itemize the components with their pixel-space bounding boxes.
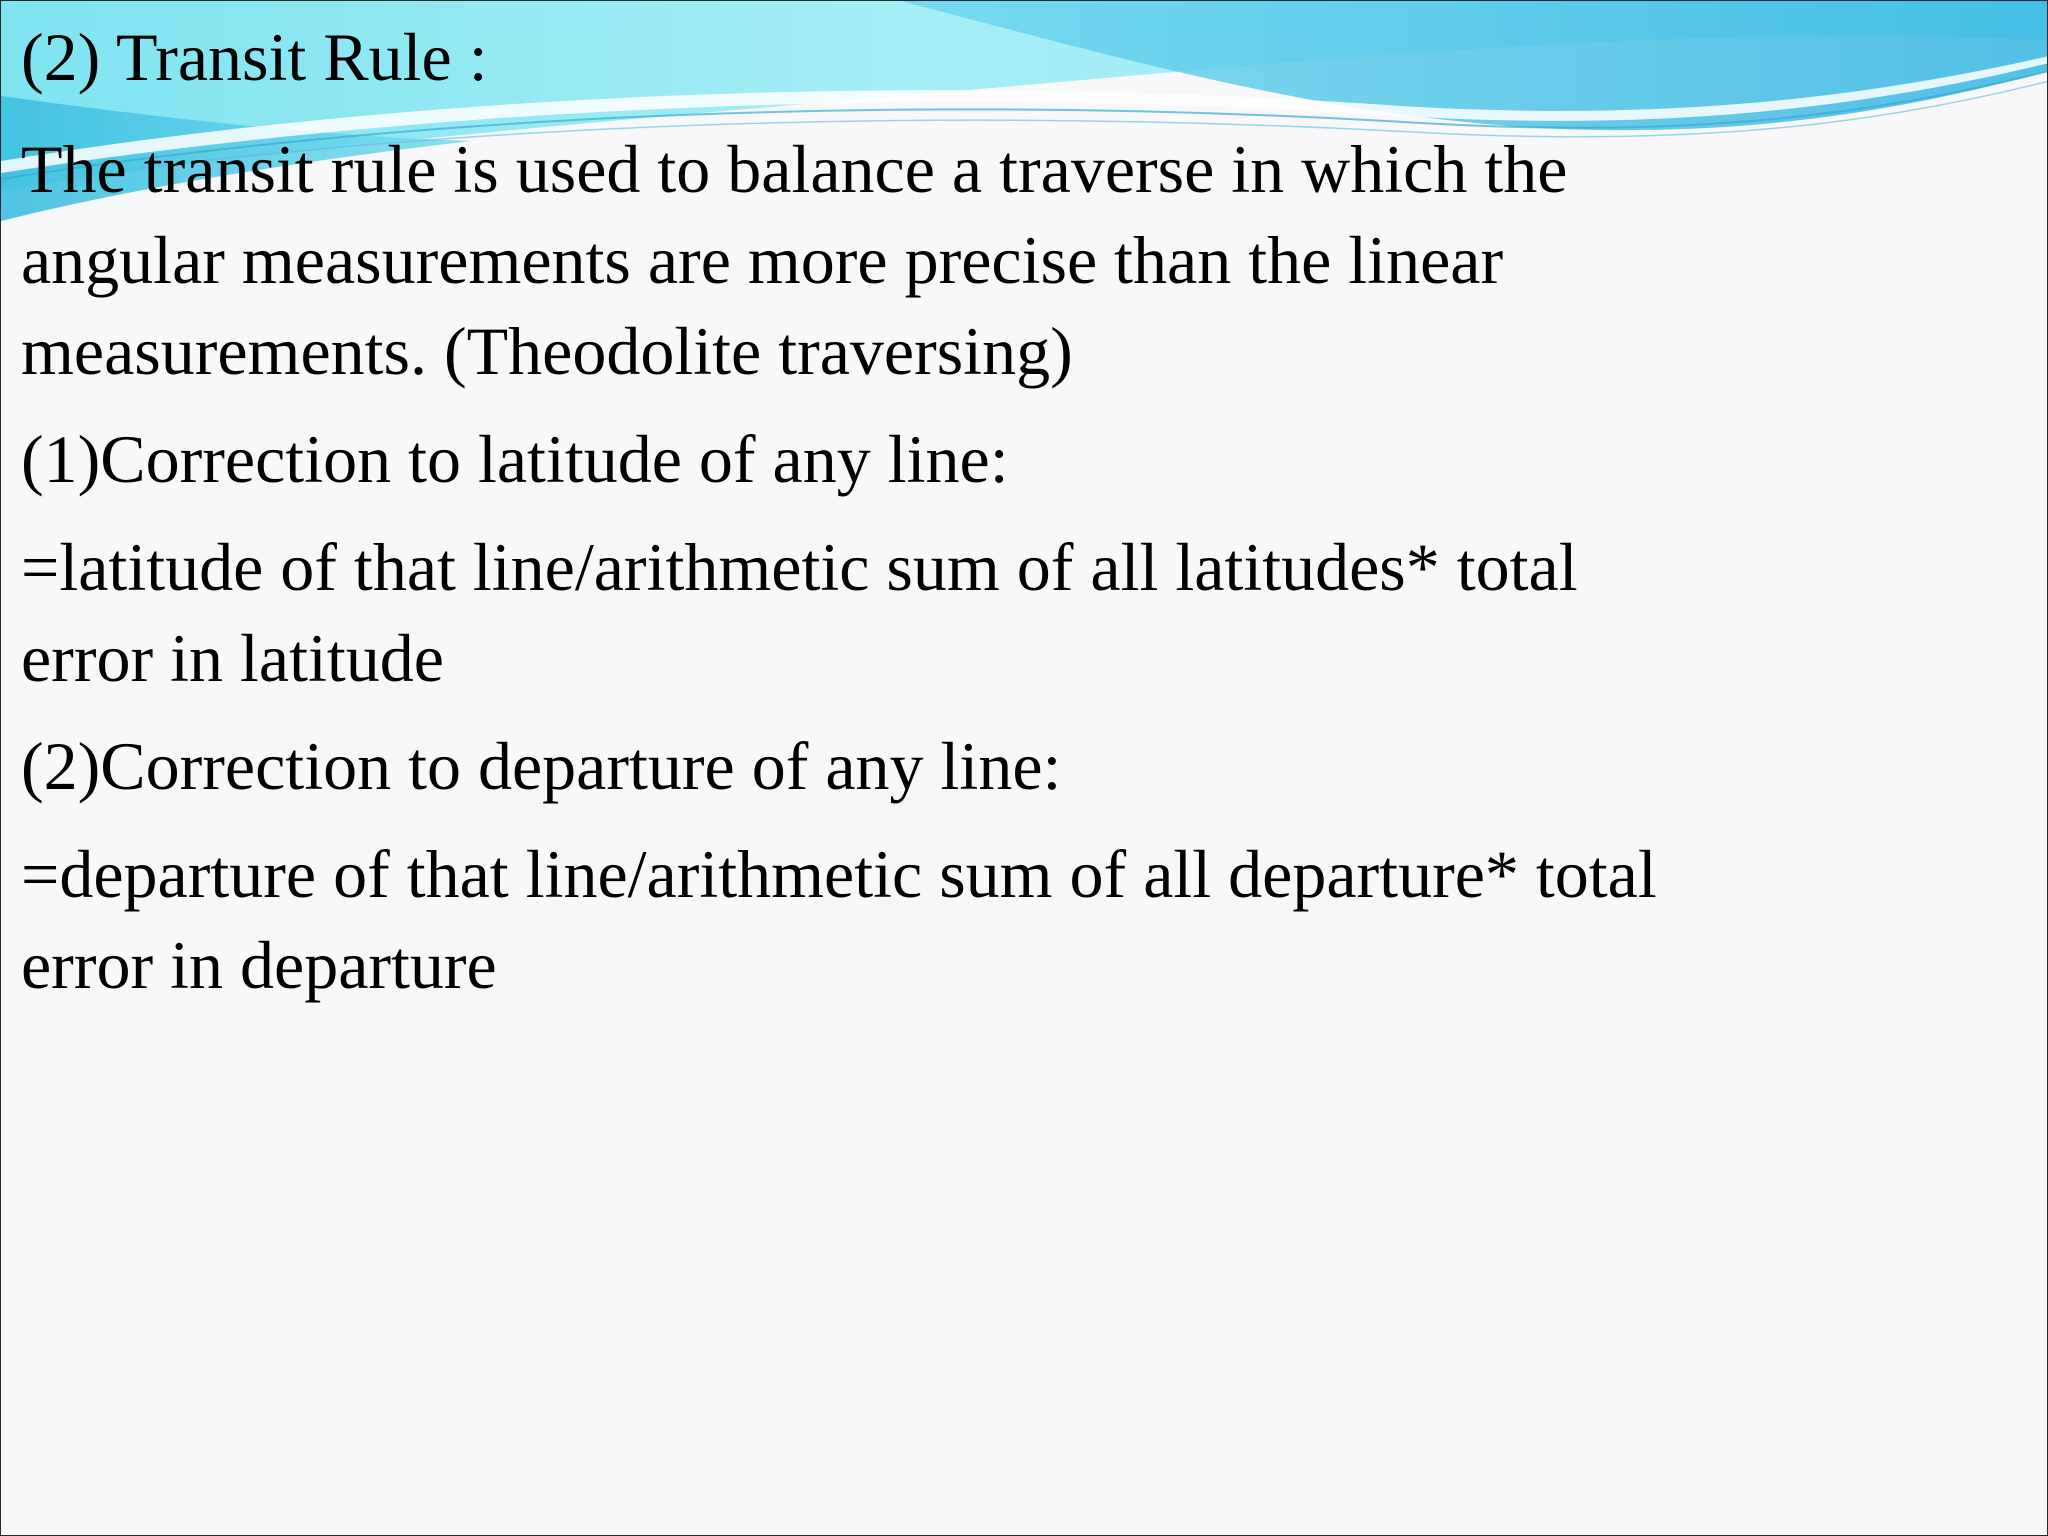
- departure-formula-line-2: error in departure: [21, 927, 497, 1003]
- paragraph-1-line-3: measurements. (Theodolite traversing): [21, 313, 1073, 389]
- paragraph-1-line-1: The transit rule is used to balance a traverse in which the: [21, 131, 1568, 207]
- latitude-formula-line-1: =latitude of that line/arithmetic sum of all latitudes* total: [21, 529, 1578, 605]
- departure-correction-heading: (2)Correction to departure of any line:: [21, 728, 1062, 804]
- latitude-correction-heading: (1)Correction to latitude of any line:: [21, 421, 1009, 497]
- latitude-formula-line-2: error in latitude: [21, 620, 444, 696]
- paragraph-1-line-2: angular measurements are more precise than the linear: [21, 222, 1504, 298]
- departure-formula-line-1: =departure of that line/arithmetic sum of all departure* total: [21, 836, 1657, 912]
- slide-title: (2) Transit Rule :: [21, 19, 488, 95]
